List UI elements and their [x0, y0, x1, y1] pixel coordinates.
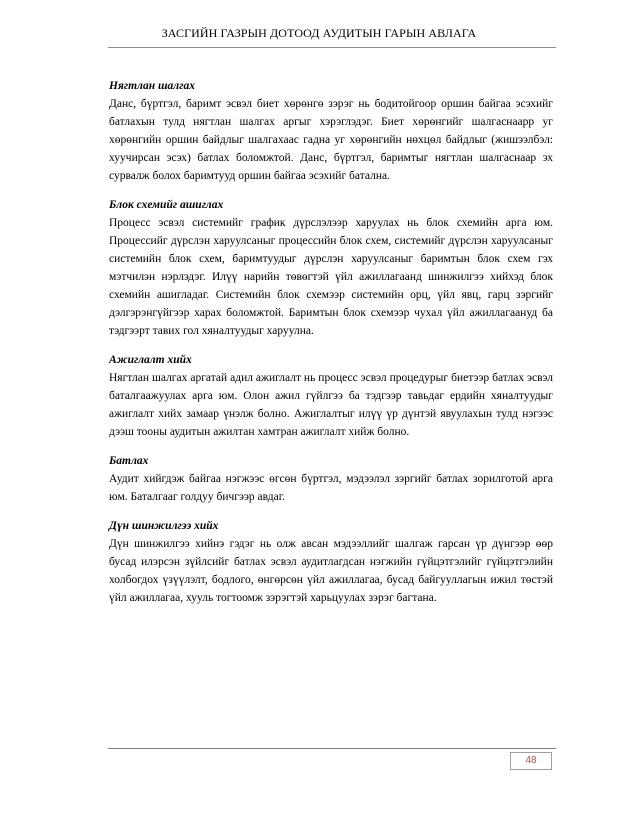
- page-number: 48: [510, 752, 552, 770]
- section-flowchart: [109, 198, 553, 340]
- section-paragraph: Данс, бүртгэл, баримт эсвэл биет хөрөнгө зэрэг нь бодитойгоор оршин байгаа эсэхийг батлахын тулд нягтлан шалгах аргыг хэрэглэдэг. Биет хөрөнгийг шалгаснаарр уг хөрөнгийн оршин байдлыг шалгахаас гадна уг хөрөнгийн нөхцөл байдлыг (жишээлбэл: хуучирсан эсэх) батлах боломжтой. Данс, бүртгэл, баримтыг нягтлан шалгаснаар эх сурвалж болох баримтууд оршин байгаа эсэхийг батална.: [109, 98, 553, 182]
- section-heading: Батлах: [109, 455, 149, 467]
- section-observation: [109, 353, 553, 441]
- section-heading: Дүн шинжилгээ хийх: [109, 520, 219, 532]
- section-heading: Ажиглалт хийх: [109, 354, 192, 366]
- section-heading: Нягтлан шалгах: [109, 80, 195, 92]
- section-paragraph: Аудит хийгдэж байгаа нэгжээс өгсөн бүртгэл, мэдээлэл зэргийг батлах зорилготой арга юм. Баталгааг голдуу бичгээр авдаг.: [109, 473, 553, 503]
- section-analysis: [109, 519, 553, 607]
- section-paragraph: Дүн шинжилгээ хийнэ гэдэг нь олж авсан мэдээллийг шалгаж гарсан үр дүнгээр өөр бусад илэрсэн зүйлсийг батлах эсвэл аудитлагдсан нэгжийн гүйцэтгэлийг гүйцэтгэлийн холбогдох үзүүлэлт, бодлого, өнгөрсөн үйл ажиллагаа, бусад байгууллагын ижил төстэй үйл ажиллагаа, хууль тогтоомж зэрэгтэй харьцуулах зэрэг багтана.: [109, 538, 553, 604]
- section-confirmation: [109, 454, 553, 506]
- section-physical-inspection: [109, 79, 553, 185]
- page-header-title: ЗАСГИЙН ГАЗРЫН ДОТООД АУДИТЫН ГАРЫН АВЛАГА: [161, 26, 477, 40]
- section-heading: Блок схемийг ашиглах: [109, 199, 224, 211]
- section-paragraph: Процесс эсвэл системийг график дүрслэлээр харуулах нь блок схемийн арга юм. Процессийг дүрслэн харуулсаныг процессийн блок схем, системийг дүрслэн харуулсаныг системийн блок схем, баримтуудыг дүрслэн харуулсаныг баримтын блок схем гэх мэтчилэн нэрлэдэг. Илүү нарийн төвөгтэй үйл ажиллагаанд шинжилгээ хийхэд блок схемийн ашигладаг. Системийн блок схемээр системийн орц, үйл явц, гарц зэргийг дэлгэрэнгүйгээр харах боломжтой. Баримтын блок схемээр чухал үйл ажиллагаануд ба тэдгээрт тавих гол хяналтуудыг харуулна.: [109, 217, 553, 337]
- document-body: [109, 79, 553, 620]
- section-paragraph: Нягтлан шалгах аргатай адил ажиглалт нь процесс эсвэл процедурыг биетээр батлах эсвэл баталгаажуулах арга юм. Олон ажил гүйлгээ ба тэдгээр тавьдаг ердийн хяналтуудыг ажиглалт хийх замаар үнэлж болно. Ажиглалтыг илүү үр дүнтэй явуулахын тулд нэгээс дээш тооны аудитын ажилтан хамтран ажиглалт хийж болно.: [109, 372, 553, 438]
- footer-divider: [108, 748, 556, 749]
- header-divider: [108, 47, 556, 48]
